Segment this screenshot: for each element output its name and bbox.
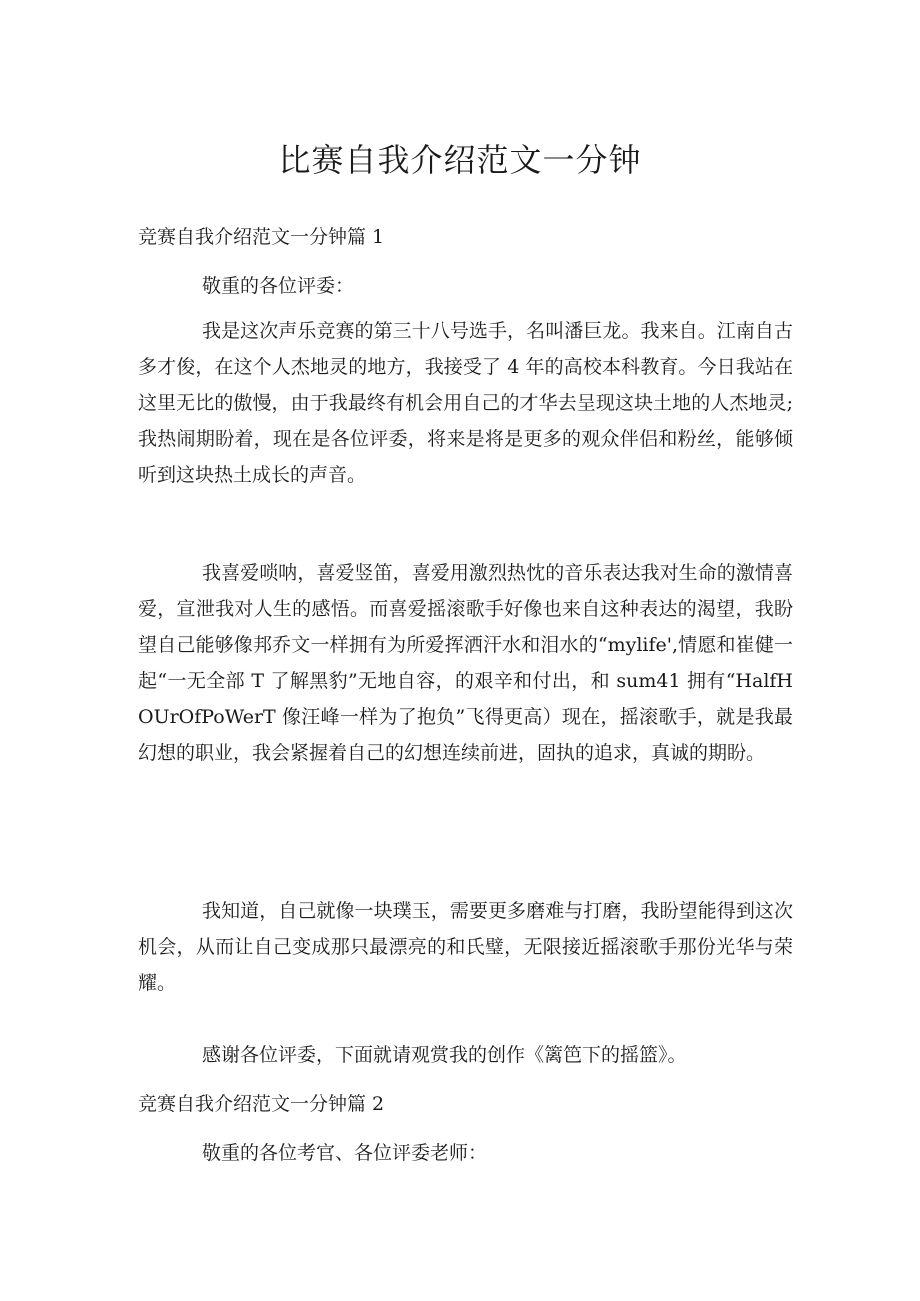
section-heading-2: 竞赛自我介绍范文一分钟篇 2 [138, 1093, 385, 1115]
paragraph-closing: 感谢各位评委，下面就请观赏我的创作《篱笆下的摇篮》。 [202, 1044, 687, 1066]
salutation-1: 敬重的各位评委： [202, 275, 355, 297]
paragraph-hobbies: 我喜爱唢呐，喜爱竖笛，喜爱用激烈热忱的音乐表达我对生命的激情喜爱，宣泄我对人生的感悟。而喜爱摇滚歌手好像也来自这种表达的渴望，我盼望自己能够像邦乔文一样拥有为所爱挥洒汗水和泪水的“mylife',情愿和崔健一起“一无全部 T 了解黑豹”无地自容，的艰辛和付出，和 sum41 拥有“HalfHOUrOfPoWerT 像汪峰一样为了抱负”飞得更高）现在，摇滚歌手，就是我最幻想的职业，我会紧握着自己的幻想连续前进，固执的追求，真诚的期盼。 [138, 562, 793, 764]
paragraph-intro: 我是这次声乐竞赛的第三十八号选手，名叫潘巨龙。我来自。江南自古多才俊，在这个人杰地灵的地方，我接受了 4 年的高校本科教育。今日我站在这里无比的傲慢，由于我最终有机会用自己的才华去呈现这块土地的人杰地灵;我热闹期盼着，现在是各位评委，将来是将是更多的观众伴侣和粉丝，能够倾听到这块热土成长的声音。 [138, 320, 793, 486]
salutation-2: 敬重的各位考官、各位评委老师： [202, 1142, 488, 1164]
document-title: 比赛自我介绍范文一分钟 [278, 141, 642, 179]
paragraph-aspiration: 我知道，自己就像一块璞玉，需要更多磨难与打磨，我盼望能得到这次机会，从而让自己变成那只最漂亮的和氏璧，无限接近摇滚歌手那份光华与荣耀。 [138, 900, 793, 994]
section-heading-1: 竞赛自我介绍范文一分钟篇 1 [138, 226, 385, 248]
